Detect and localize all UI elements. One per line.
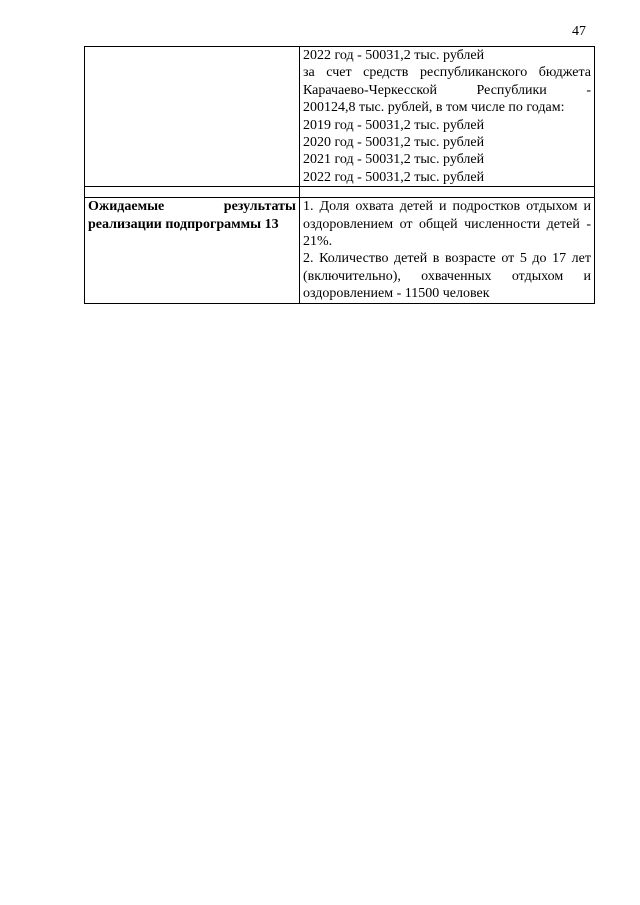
financing-line: Карачаево-Черкесской Республики - bbox=[303, 82, 591, 98]
table-row-financing bbox=[85, 47, 595, 187]
table-row-expected-results bbox=[85, 198, 595, 303]
subprogram-table bbox=[84, 46, 595, 304]
financing-cell bbox=[300, 47, 595, 187]
page-number: 47 bbox=[572, 24, 586, 39]
empty-label-cell bbox=[85, 47, 300, 187]
expected-results-label: Ожидаемые результаты реализации подпрограммы 13 bbox=[85, 198, 300, 303]
financing-line: за счет средств республиканского бюджета bbox=[303, 65, 591, 81]
result-item: 1. Доля охвата детей и подростков отдыхом и оздоровлением от общей численности детей - 21%. bbox=[303, 199, 591, 250]
financing-line: 2022 год - 50031,2 тыс. рублей bbox=[303, 48, 485, 63]
financing-line: 2019 год - 50031,2 тыс. рублей bbox=[303, 117, 485, 133]
result-item: 2. Количество детей в возрасте от 5 до 17 лет (включительно), охваченных отдыхом и оздоровлением - 11500 человек bbox=[303, 251, 591, 302]
financing-line: 2022 год - 50031,2 тыс. рублей bbox=[303, 169, 485, 185]
expected-results-cell bbox=[300, 198, 595, 303]
financing-line: 2020 год - 50031,2 тыс. рублей bbox=[303, 135, 485, 151]
financing-line: 2021 год - 50031,2 тыс. рублей bbox=[303, 152, 485, 168]
financing-line: 200124,8 тыс. рублей, в том числе по годам: bbox=[303, 100, 565, 116]
table-row-spacer bbox=[85, 187, 595, 198]
